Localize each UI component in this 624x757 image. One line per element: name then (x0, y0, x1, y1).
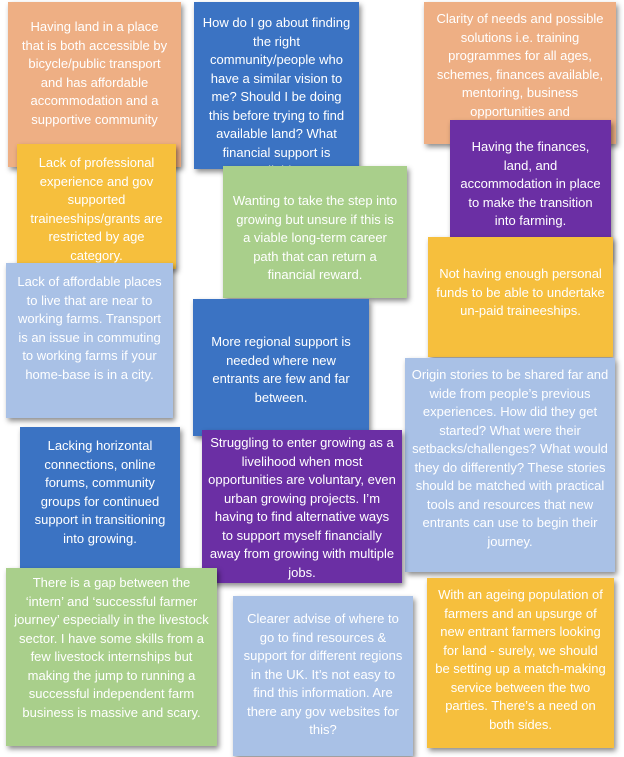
note-text: Clearer advise of where to go to find resources & support for different regions in the UK. It’s not easy to find this information. Are there any gov websites for this? (243, 611, 403, 737)
note-text: With an ageing population of farmers and an upsurge of new entrant farmers looking for land - surely, we should be setting up a match-making service between the two parties. There’s a need on both sides. (435, 587, 606, 732)
note-intern-gap (6, 568, 217, 746)
note-ageing-population (427, 578, 614, 748)
note-regional-support (193, 299, 369, 436)
note-text: Having the finances, land, and accommodation in place to make the transition into farming. (460, 139, 601, 228)
note-text: Not having enough personal funds to be able to undertake un-paid traineeships. (436, 266, 605, 318)
note-text: Lack of professional experience and gov supported traineeships/grants are restricted by age category. (30, 155, 163, 263)
note-voluntary-opportunities (202, 430, 402, 583)
note-horizontal-connections (20, 427, 180, 578)
note-text: Lack of affordable places to live that are near to working farms. Transport is an issue in commuting to working farms if your home-base is in a city. (17, 274, 162, 382)
note-finding-community (194, 2, 359, 169)
note-text: There is a gap between the ‘intern’ and ‘successful farmer journey’ especially in the livestock sector. I have some skills from a few livestock internships but making the jump to running a successful independent farm business is massive and scary. (14, 575, 209, 720)
note-text: Wanting to take the step into growing but unsure if this is a viable long-term career path that can return a financial reward. (232, 193, 398, 282)
note-clearer-advice (233, 596, 413, 756)
note-text: Struggling to enter growing as a livelihood when most opportunities are voluntary, even urban growing projects. I’m having to find alternative ways to support myself financially away from growing with multiple jobs. (208, 435, 396, 580)
note-land-access (8, 2, 181, 167)
note-affordable-places (6, 263, 173, 418)
note-text: How do I go about finding the right community/people who have a similar vision to me? Should I be doing this before trying to find available land? What financial support is (202, 15, 351, 160)
note-origin-stories (405, 358, 615, 572)
note-career-path (223, 166, 407, 298)
note-professional-experience (17, 144, 176, 269)
note-text: Origin stories to be shared far and wide from people’s previous experiences. How did they get started? What were their setbacks/challenges? What would they do differently? These stories should be matched with practical tools and resources that new entrants can use to begin their journey. (411, 367, 609, 549)
note-text: Having land in a place that is both accessible by bicycle/public transport and has affordable accommodation and a supportive community (21, 19, 168, 127)
note-text: Lacking horizontal connections, online forums, community groups for continued support in transitioning into growing. (34, 438, 166, 546)
note-text: More regional support is needed where new entrants are few and far between. (211, 334, 351, 405)
note-personal-funds (428, 237, 613, 357)
note-text: Clarity of needs and possible solutions i.e. training programmes for all ages, schemes, finances available, mentoring, business opportunities and (436, 11, 604, 119)
